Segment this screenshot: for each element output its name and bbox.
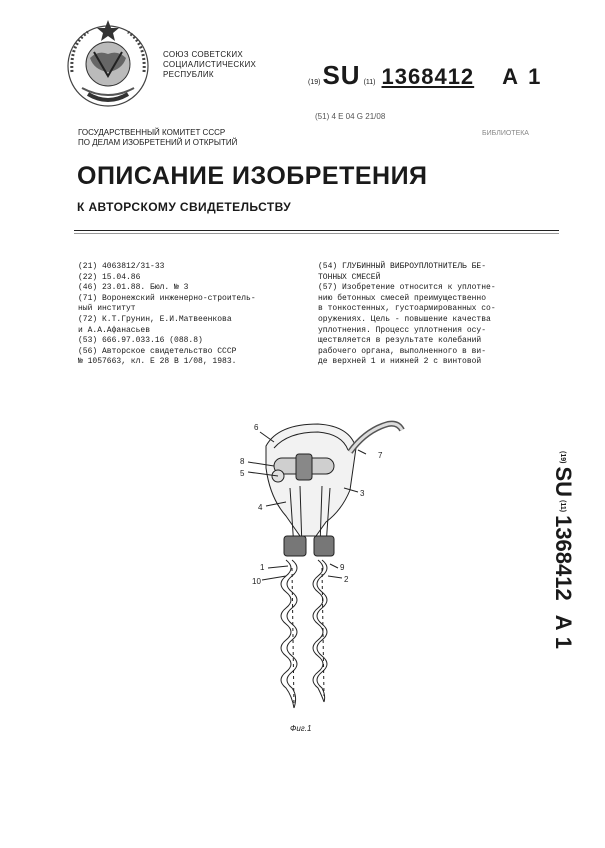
label-2: 2 (344, 575, 349, 584)
label-7: 7 (378, 451, 383, 460)
abstract: (54) ГЛУБИННЫЙ ВИБРОУПЛОТНИТЕЛЬ БЕ- ТОННЫХ СМЕСЕЙ (57) Изобретение относится к уплотне- нию бетонных смесей преимущественно в тонкостенных, густоармированных со- оружениях. Цель - повышение качества уплотнения. Процесс уплотнения осу- ществляется в результате колебаний рабочего органа, выполненного в ви- де верхней 1 и нижней 2 с винтовой (318, 262, 496, 367)
label-6: 6 (254, 423, 259, 432)
publication-number: (19) SU (11) 1368412 А 1 (308, 60, 543, 90)
ipc-class: (51) 4 Е 04 G 21/08 (315, 112, 386, 121)
vibrocompactor-drawing (238, 418, 414, 718)
library-stamp: БИБЛИОТЕКА (482, 130, 529, 137)
label-8: 8 (240, 457, 245, 466)
label-4: 4 (258, 503, 263, 512)
divider (74, 230, 559, 231)
side-publication-number: (19) SU (11) 1368412 А 1 (551, 451, 576, 649)
state-emblem-icon (58, 14, 158, 114)
country-code: SU (322, 60, 361, 90)
label-3: 3 (360, 489, 365, 498)
patent-number: 1368412 (381, 64, 475, 89)
label-1: 1 (260, 563, 265, 572)
bibliographic-data: (21) 4063812/31-33 (22) 15.04.86 (46) 23.01.88. Бюл. № 3 (71) Воронежский инженерно-строитель- ный институт (72) К.Т.Грунин, Е.И.Матвеенкова и А.А.Афанасьев (53) 666.97.033.16 (088.8) (56) Авторское свидетельство СССР № 1057663, кл. Е 28 В 1/08, 1983. (78, 262, 256, 367)
committee-name: ГОСУДАРСТВЕННЫЙ КОМИТЕТ СССР ПО ДЕЛАМ ИЗОБРЕТЕНИЙ И ОТКРЫТИЙ (78, 128, 238, 147)
label-10: 10 (252, 577, 261, 586)
document-title: ОПИСАНИЕ ИЗОБРЕТЕНИЯ (77, 162, 428, 190)
country-name: СОЮЗ СОВЕТСКИХ СОЦИАЛИСТИЧЕСКИХ РЕСПУБЛИК (163, 50, 257, 79)
kind-code: А 1 (502, 64, 543, 89)
figure-caption: Фиг.1 (290, 724, 312, 733)
label-5: 5 (240, 469, 245, 478)
document-subtitle: К АВТОРСКОМУ СВИДЕТЕЛЬСТВУ (77, 200, 292, 214)
divider (74, 233, 559, 234)
label-9: 9 (340, 563, 345, 572)
